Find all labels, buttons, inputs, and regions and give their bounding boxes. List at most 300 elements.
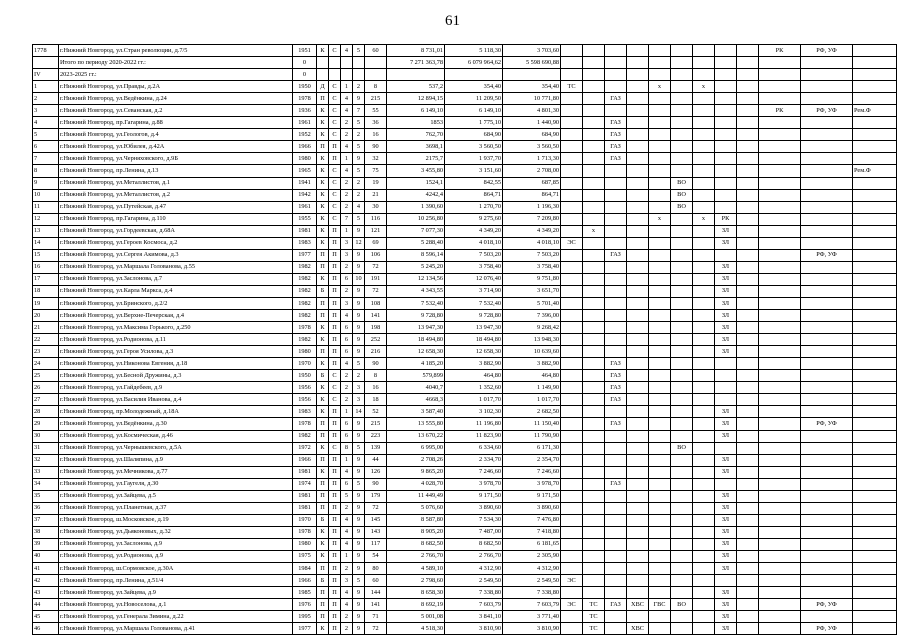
table-cell	[561, 611, 583, 623]
table-cell	[605, 322, 627, 334]
table-cell: 687,85	[503, 177, 561, 189]
table-cell	[649, 587, 671, 599]
table-cell: г.Нижний Новгород, ул.Планетная, д.37	[59, 502, 293, 514]
table-cell: 6 149,10	[445, 105, 503, 117]
table-cell: г.Нижний Новгород, ул.Максима Горького, д.250	[59, 322, 293, 334]
table-cell	[853, 117, 897, 129]
table-cell: 126	[365, 466, 387, 478]
table-cell	[801, 370, 853, 382]
table-cell	[627, 273, 649, 285]
table-cell: 9 865,20	[387, 466, 445, 478]
table-cell: г.Нижний Новгород, пр.Ленина, д.13	[59, 165, 293, 177]
table-cell: 1977	[293, 623, 317, 635]
table-cell	[759, 153, 801, 165]
table-cell: К	[317, 225, 329, 237]
table-cell: П	[329, 237, 341, 249]
table-cell	[365, 57, 387, 69]
table-cell	[627, 322, 649, 334]
table-cell: П	[317, 478, 329, 490]
table-cell	[801, 382, 853, 394]
table-cell	[583, 237, 605, 249]
table-cell: 6	[341, 430, 353, 442]
table-cell: 90	[365, 358, 387, 370]
table-cell	[737, 57, 759, 69]
table-row	[33, 418, 897, 430]
table-cell: 198	[365, 322, 387, 334]
table-cell	[759, 623, 801, 635]
table-cell: 0	[293, 69, 317, 81]
table-cell: 6	[341, 478, 353, 490]
table-cell: 1 149,90	[503, 382, 561, 394]
table-cell	[853, 213, 897, 225]
table-cell: РК	[759, 45, 801, 57]
table-cell	[737, 430, 759, 442]
table-cell	[627, 346, 649, 358]
table-cell	[583, 213, 605, 225]
table-cell	[759, 526, 801, 538]
table-cell	[801, 201, 853, 213]
table-cell	[737, 117, 759, 129]
table-cell: 2 305,90	[503, 550, 561, 562]
table-cell: 4 349,20	[445, 225, 503, 237]
table-cell: 10 639,60	[503, 346, 561, 358]
table-cell: г.Нижний Новгород, пр.Гагарина, д.88	[59, 117, 293, 129]
table-cell: 60	[365, 575, 387, 587]
table-cell: 3	[33, 105, 59, 117]
table-cell	[561, 442, 583, 454]
table-cell	[759, 129, 801, 141]
table-cell	[605, 310, 627, 322]
table-cell: ЗЛ	[715, 514, 737, 526]
table-cell: 8 658,30	[387, 587, 445, 599]
table-cell: 9	[353, 466, 365, 478]
table-cell	[605, 587, 627, 599]
table-cell: 7 338,80	[503, 587, 561, 599]
table-row	[33, 105, 897, 117]
table-cell: г.Нижний Новгород, ул.Севанская, д.2	[59, 105, 293, 117]
table-cell: П	[329, 466, 341, 478]
table-cell	[693, 93, 715, 105]
table-cell: К	[317, 105, 329, 117]
table-cell	[671, 538, 693, 550]
table-cell	[715, 442, 737, 454]
table-cell: ЗЛ	[715, 225, 737, 237]
table-cell: 144	[365, 587, 387, 599]
table-cell: 44	[365, 454, 387, 466]
table-cell	[693, 249, 715, 261]
table-cell: 8	[341, 442, 353, 454]
table-cell: ЭС	[561, 599, 583, 611]
table-cell	[801, 478, 853, 490]
table-cell: 2	[353, 370, 365, 382]
table-cell: 1 937,70	[445, 153, 503, 165]
table-cell: 71	[365, 611, 387, 623]
table-cell: 5	[353, 45, 365, 57]
page-number: 61	[445, 13, 460, 29]
table-cell: ЗЛ	[715, 502, 737, 514]
table-cell: 9	[353, 93, 365, 105]
table-row	[33, 213, 897, 225]
table-cell	[737, 538, 759, 550]
table-cell: ГАЗ	[605, 141, 627, 153]
table-cell: 4	[341, 466, 353, 478]
table-cell: 354,40	[503, 81, 561, 93]
table-cell	[583, 478, 605, 490]
table-cell	[365, 69, 387, 81]
table-cell	[853, 81, 897, 93]
table-cell	[583, 45, 605, 57]
table-cell	[649, 563, 671, 575]
table-cell	[627, 442, 649, 454]
table-cell: 7 246,60	[445, 466, 503, 478]
table-cell: 1524,1	[387, 177, 445, 189]
table-cell	[801, 310, 853, 322]
table-cell: 9	[353, 418, 365, 430]
table-cell	[583, 587, 605, 599]
table-cell: 32	[365, 153, 387, 165]
table-cell: П	[317, 454, 329, 466]
table-cell	[671, 93, 693, 105]
table-cell	[649, 237, 671, 249]
table-cell: 11 790,90	[503, 430, 561, 442]
table-cell	[759, 310, 801, 322]
table-cell	[561, 406, 583, 418]
table-cell	[801, 358, 853, 370]
table-cell	[853, 526, 897, 538]
table-cell	[583, 514, 605, 526]
table-cell: 1978	[293, 526, 317, 538]
table-cell	[583, 153, 605, 165]
table-cell	[649, 575, 671, 587]
table-cell	[693, 273, 715, 285]
table-cell: 1966	[293, 454, 317, 466]
table-cell: 4 018,10	[445, 237, 503, 249]
table-row	[33, 538, 897, 550]
table-cell	[627, 153, 649, 165]
table-cell	[649, 45, 671, 57]
table-cell: 8 692,19	[387, 599, 445, 611]
table-cell	[341, 69, 353, 81]
table-cell: 18 494,80	[387, 334, 445, 346]
table-cell: 3 651,70	[503, 285, 561, 297]
table-cell: 7 271 363,78	[387, 57, 445, 69]
table-cell	[759, 213, 801, 225]
table-cell	[561, 105, 583, 117]
table-cell: 145	[365, 514, 387, 526]
table-row	[33, 225, 897, 237]
table-cell: х	[649, 213, 671, 225]
table-cell: 8 682,50	[387, 538, 445, 550]
table-cell: 4	[341, 141, 353, 153]
table-cell	[627, 93, 649, 105]
table-cell: 4	[341, 105, 353, 117]
table-cell: Рем.Ф	[853, 165, 897, 177]
table-cell: 19	[365, 177, 387, 189]
table-cell	[693, 502, 715, 514]
table-cell	[353, 69, 365, 81]
table-cell	[605, 81, 627, 93]
table-cell: 5 001,08	[387, 611, 445, 623]
table-cell	[853, 599, 897, 611]
table-cell: 7 077,30	[387, 225, 445, 237]
table-cell	[801, 346, 853, 358]
table-cell	[715, 153, 737, 165]
table-cell	[605, 442, 627, 454]
table-cell	[853, 249, 897, 261]
table-cell: С	[329, 165, 341, 177]
table-cell	[853, 406, 897, 418]
table-cell: 2 549,50	[445, 575, 503, 587]
table-cell	[853, 322, 897, 334]
table-cell	[561, 334, 583, 346]
table-cell	[627, 45, 649, 57]
table-cell	[693, 141, 715, 153]
table-cell: 3 560,50	[445, 141, 503, 153]
table-cell	[627, 81, 649, 93]
table-cell: Б	[317, 575, 329, 587]
table-cell	[649, 550, 671, 562]
table-cell	[693, 57, 715, 69]
table-cell: РФ, УФ	[801, 623, 853, 635]
table-cell	[671, 261, 693, 273]
table-cell	[649, 261, 671, 273]
table-cell	[329, 57, 341, 69]
table-cell: 1	[341, 81, 353, 93]
table-cell	[759, 273, 801, 285]
table-cell	[583, 141, 605, 153]
table-cell	[627, 514, 649, 526]
table-cell: 26	[33, 382, 59, 394]
table-cell: 3 890,60	[503, 502, 561, 514]
table-cell: 1982	[293, 310, 317, 322]
table-cell: 11 196,80	[445, 418, 503, 430]
table-cell: 15	[33, 249, 59, 261]
table-cell	[561, 587, 583, 599]
table-cell	[561, 563, 583, 575]
table-cell	[737, 153, 759, 165]
table-cell	[853, 478, 897, 490]
table-cell: 23	[33, 346, 59, 358]
table-cell: 32	[33, 454, 59, 466]
table-cell: П	[317, 611, 329, 623]
table-cell	[671, 406, 693, 418]
table-cell	[693, 382, 715, 394]
table-cell: С	[329, 370, 341, 382]
table-cell	[737, 346, 759, 358]
table-cell: РФ, УФ	[801, 599, 853, 611]
table-cell	[561, 165, 583, 177]
table-row	[33, 587, 897, 599]
table-cell	[737, 322, 759, 334]
table-cell: 6 079 964,62	[445, 57, 503, 69]
table-cell	[693, 45, 715, 57]
table-cell: 41	[33, 563, 59, 575]
table-cell	[561, 370, 583, 382]
table-cell	[605, 57, 627, 69]
table-cell: 1970	[293, 358, 317, 370]
table-cell: П	[329, 153, 341, 165]
table-cell: Б	[317, 285, 329, 297]
table-cell: 1952	[293, 129, 317, 141]
table-cell: 2	[353, 81, 365, 93]
table-cell: ГАЗ	[605, 418, 627, 430]
table-cell	[693, 550, 715, 562]
table-cell: ЗЛ	[715, 322, 737, 334]
table-cell	[671, 141, 693, 153]
table-cell	[627, 334, 649, 346]
table-cell	[671, 249, 693, 261]
table-cell	[737, 273, 759, 285]
table-cell	[561, 153, 583, 165]
table-cell: 191	[365, 273, 387, 285]
table-cell	[693, 310, 715, 322]
table-cell	[627, 177, 649, 189]
table-cell: 9	[353, 297, 365, 309]
table-cell	[583, 502, 605, 514]
table-cell	[627, 189, 649, 201]
table-cell: 5	[353, 165, 365, 177]
table-cell: С	[329, 93, 341, 105]
table-cell: г.Нижний Новгород, ул.Дьяконовых, д.32	[59, 526, 293, 538]
table-cell	[671, 297, 693, 309]
table-cell: 762,70	[387, 129, 445, 141]
table-cell: г.Нижний Новгород, ул.Мечникова, д.77	[59, 466, 293, 478]
table-cell	[853, 454, 897, 466]
table-cell: Б	[317, 514, 329, 526]
table-cell: С	[329, 213, 341, 225]
table-cell	[693, 117, 715, 129]
table-cell	[649, 141, 671, 153]
table-row	[33, 370, 897, 382]
table-cell	[693, 623, 715, 635]
table-cell: 40	[33, 550, 59, 562]
table-cell: С	[329, 442, 341, 454]
table-cell: П	[329, 454, 341, 466]
table-cell	[627, 382, 649, 394]
table-cell	[583, 394, 605, 406]
table-cell: 9 171,50	[445, 490, 503, 502]
table-cell: г.Нижний Новгород, пр.Молодежный, д.18А	[59, 406, 293, 418]
table-cell	[583, 334, 605, 346]
table-cell	[627, 466, 649, 478]
table-cell	[627, 430, 649, 442]
table-cell	[759, 322, 801, 334]
table-cell: С	[329, 189, 341, 201]
table-cell: К	[317, 538, 329, 550]
table-cell	[605, 177, 627, 189]
table-cell: 4 312,90	[503, 563, 561, 575]
table-cell	[737, 334, 759, 346]
table-row	[33, 430, 897, 442]
table-cell: 2	[341, 261, 353, 273]
table-cell: 579,899	[387, 370, 445, 382]
table-cell	[649, 538, 671, 550]
table-cell: 8 905,20	[387, 526, 445, 538]
table-row	[33, 45, 897, 57]
table-cell	[627, 69, 649, 81]
table-cell	[759, 550, 801, 562]
table-cell	[561, 201, 583, 213]
table-cell: 3 703,60	[503, 45, 561, 57]
table-cell	[561, 490, 583, 502]
table-cell	[801, 237, 853, 249]
table-cell: П	[317, 502, 329, 514]
table-cell	[649, 225, 671, 237]
table-cell: ЭС	[561, 575, 583, 587]
table-cell	[605, 297, 627, 309]
table-cell: П	[329, 550, 341, 562]
table-cell	[715, 358, 737, 370]
table-cell: П	[329, 406, 341, 418]
table-cell: С	[329, 382, 341, 394]
table-cell: 1942	[293, 189, 317, 201]
table-cell: 354,40	[445, 81, 503, 93]
table-cell: 10	[33, 189, 59, 201]
table-cell	[671, 105, 693, 117]
table-cell	[561, 249, 583, 261]
table-cell	[693, 165, 715, 177]
table-cell: 9	[353, 514, 365, 526]
table-cell: С	[329, 81, 341, 93]
table-cell: г.Нижний Новгород, пр.Гагарина, д.110	[59, 213, 293, 225]
table-cell: П	[329, 514, 341, 526]
table-cell	[693, 237, 715, 249]
table-cell	[693, 538, 715, 550]
table-cell	[605, 165, 627, 177]
table-cell: 2	[341, 177, 353, 189]
table-cell	[737, 623, 759, 635]
table-cell: 1 390,60	[387, 201, 445, 213]
table-cell	[561, 129, 583, 141]
table-cell: 9	[353, 153, 365, 165]
table-cell	[649, 490, 671, 502]
table-cell	[583, 550, 605, 562]
table-cell: 37	[33, 514, 59, 526]
table-cell	[715, 129, 737, 141]
table-cell	[759, 237, 801, 249]
table-cell	[693, 418, 715, 430]
table-cell: 11 449,49	[387, 490, 445, 502]
table-cell	[649, 322, 671, 334]
table-cell: 6	[341, 418, 353, 430]
table-cell	[561, 466, 583, 478]
table-cell: ГАЗ	[605, 382, 627, 394]
table-cell	[583, 273, 605, 285]
table-cell: 24	[33, 358, 59, 370]
table-cell	[583, 454, 605, 466]
table-cell: 1978	[293, 93, 317, 105]
table-cell: П	[329, 538, 341, 550]
table-cell	[317, 69, 329, 81]
table-cell	[853, 611, 897, 623]
table-cell	[627, 406, 649, 418]
table-row	[33, 93, 897, 105]
table-cell	[737, 370, 759, 382]
table-cell: 2 798,60	[387, 575, 445, 587]
table-cell	[853, 273, 897, 285]
table-cell: 9	[353, 599, 365, 611]
table-cell: 7 418,80	[503, 526, 561, 538]
table-cell: 54	[365, 550, 387, 562]
table-cell	[853, 394, 897, 406]
table-cell: С	[329, 177, 341, 189]
table-cell: 9 275,60	[445, 213, 503, 225]
table-cell	[737, 599, 759, 611]
table-cell: 3 758,40	[445, 261, 503, 273]
table-cell: 1995	[293, 611, 317, 623]
table-cell	[605, 189, 627, 201]
table-cell	[715, 575, 737, 587]
